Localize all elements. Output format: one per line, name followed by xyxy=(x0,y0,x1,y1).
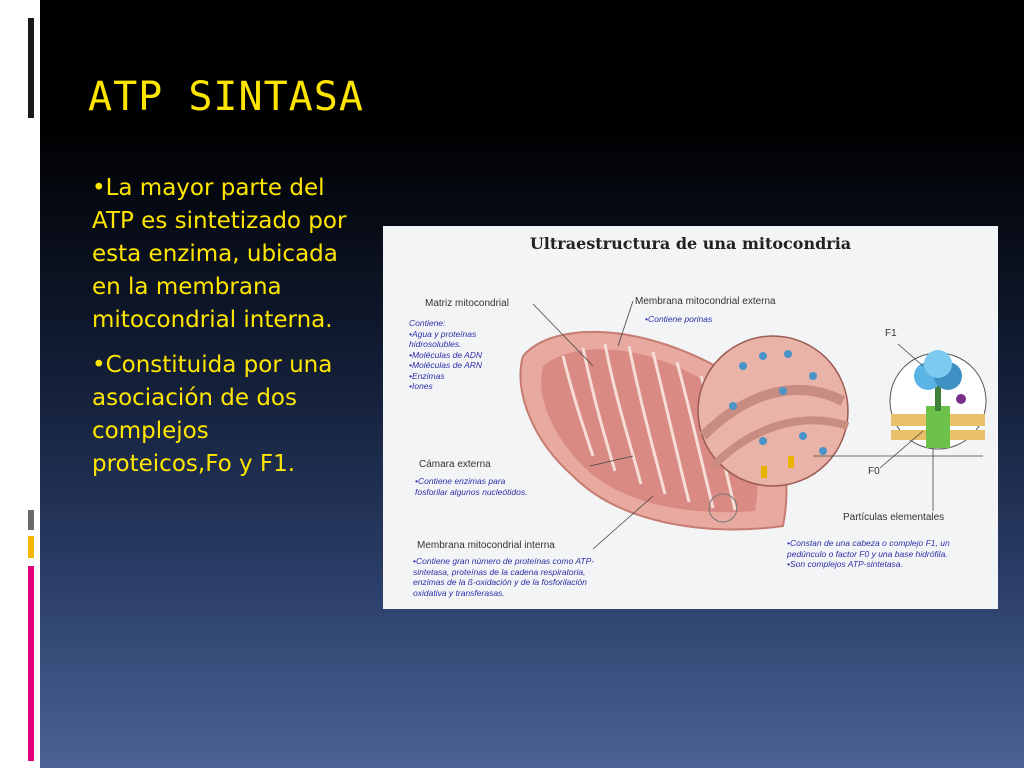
note-matriz: Contiene: •Agua y proteínas hidrosolubles. •Moléculas de ADN •Moléculas de ARN •Enzimas •Iones xyxy=(409,318,483,391)
label-f0: F0 xyxy=(868,466,880,477)
slide-body xyxy=(92,172,352,493)
left-white-bar xyxy=(0,0,40,768)
decor-stripe-top xyxy=(28,18,34,118)
mitochondria-figure xyxy=(383,226,998,609)
label-f1: F1 xyxy=(885,328,897,339)
slide-title: ATP SINTASA xyxy=(88,74,364,120)
label-particulas: Partículas elementales xyxy=(843,512,945,523)
label-camara-externa: Cámara externa xyxy=(419,459,491,470)
decor-stripe-pink xyxy=(28,566,34,761)
decor-stripe-gray xyxy=(28,510,34,530)
decor-stripe-yellow xyxy=(28,536,34,558)
paragraph-2: •Constituida por una asociación de dos complejos proteicos,Fo y F1. xyxy=(92,352,333,477)
note-camara: •Contiene enzimas para fosforilar algunos nucleótidos. xyxy=(415,476,528,497)
note-particulas: •Constan de una cabeza o complejo F1, un pedúnculo o factor F0 y una base hidrófila. •Son complejos ATP-sintetasa. xyxy=(787,538,950,569)
figure-title: Ultraestructura de una mitocondria xyxy=(529,234,852,253)
note-interna: •Contiene gran número de proteínas como ATP- sintetasa, proteínas de la cadena respiratoria, enzimas de la ß-oxidación y de la fosforilación oxidativa y transferasas. xyxy=(413,556,595,598)
note-externa: •Contiene porinas xyxy=(645,314,713,324)
paragraph-1: •La mayor parte del ATP es sintetizado por esta enzima, ubicada en la membrana mitocondrial interna. xyxy=(92,175,347,333)
label-membrana-interna: Membrana mitocondrial interna xyxy=(417,540,555,551)
label-membrana-externa: Membrana mitocondrial externa xyxy=(635,296,776,307)
label-matriz: Matriz mitocondrial xyxy=(425,298,509,309)
